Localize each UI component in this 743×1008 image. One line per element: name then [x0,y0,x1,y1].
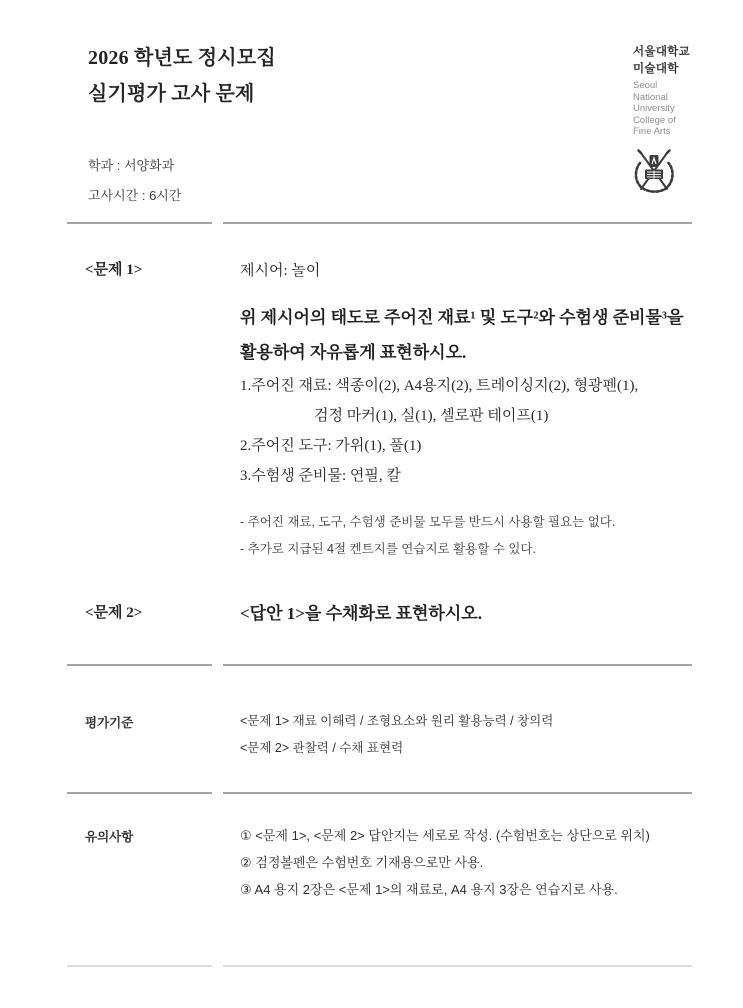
university-en-line3: University [633,103,675,114]
criteria-label: 평가기준 [85,716,134,730]
notice-line3: ③ A4 용지 2장은 <문제 1>의 재료로, A4 용지 3장은 연습지로 사용. [240,882,618,897]
divider-3-left [67,792,212,794]
problem1-notes [240,509,695,563]
problem2-label: <문제 2> [85,605,143,621]
university-en-line5: Fine Arts [633,126,671,137]
university-en-line4: College of [633,114,676,126]
tools-item: 2.주어진 도구: 가위(1), 풀(1) [240,438,422,454]
problem1-instruction-line2: 활용하여 자유롭게 표현하시오. [240,343,467,362]
materials-item-continuation: 검정 마커(1), 실(1), 셀로판 테이프(1) [314,408,549,424]
problem2-instruction: <답안 1>을 수채화로 표현하시오. [240,604,482,623]
notice-label: 유의사항 [85,830,134,844]
university-kr-line2: 미술대학 [633,63,679,75]
divider-1-left [67,222,212,224]
divider-4-right [223,965,692,967]
criteria-lines [240,708,695,762]
notice-line1: ① <문제 1>, <문제 2> 답안지는 세로로 작성. (수험번호는 상단으로 위치) [240,828,650,843]
divider-2-right [223,664,692,666]
materials-item: 1.주어진 재료: 색종이(2), A4용지(2), 트레이싱지(2), 형광펜(1), [240,378,639,394]
problem1-materials-list [240,371,695,491]
exam-meta [88,151,181,211]
criteria-line2: <문제 2> 관찰력 / 수채 표현력 [240,741,404,755]
divider-1-right [223,222,692,224]
problem1-instruction-line1: 위 제시어의 태도로 주어진 재료¹ 및 도구²와 수험생 준비물³을 [240,308,684,327]
exam-duration-label: 고사시간 : 6시간 [88,188,182,203]
university-name-korean [633,44,690,78]
note-line2: - 추가로 지급된 4절 켄트지를 연습지로 활용할 수 있다. [240,542,536,556]
page-title [88,40,276,112]
snu-seal-icon [631,148,677,196]
criteria-line1: <문제 1> 재료 이해력 / 조형요소와 원리 활용능력 / 창의력 [240,714,554,728]
divider-2-left [67,664,212,666]
notice-line2: ② 검정볼펜은 수험번호 기재용으로만 사용. [240,855,484,870]
university-en-line1: Seoul [633,80,658,91]
page-title-line1: 2026 학년도 정시모집 [88,47,276,69]
university-en-line2: National [633,91,668,103]
note-line1: - 주어진 재료, 도구, 수험생 준비물 모두를 반드시 사용할 필요는 없다. [240,515,616,529]
university-name-english [633,80,676,138]
problem1-label: <문제 1> [85,262,143,278]
supplies-item: 3.수험생 준비물: 연필, 칼 [240,468,401,484]
university-kr-line1: 서울대학교 [633,46,691,58]
department-label: 학과 : 서양화과 [88,158,175,173]
problem1-instruction [240,300,695,370]
page-title-line2: 실기평가 고사 문제 [88,83,255,105]
divider-3-right [223,792,692,794]
divider-4-left [67,965,212,967]
problem1-prompt: 제시어: 놀이 [240,263,321,279]
notice-lines [240,822,695,903]
